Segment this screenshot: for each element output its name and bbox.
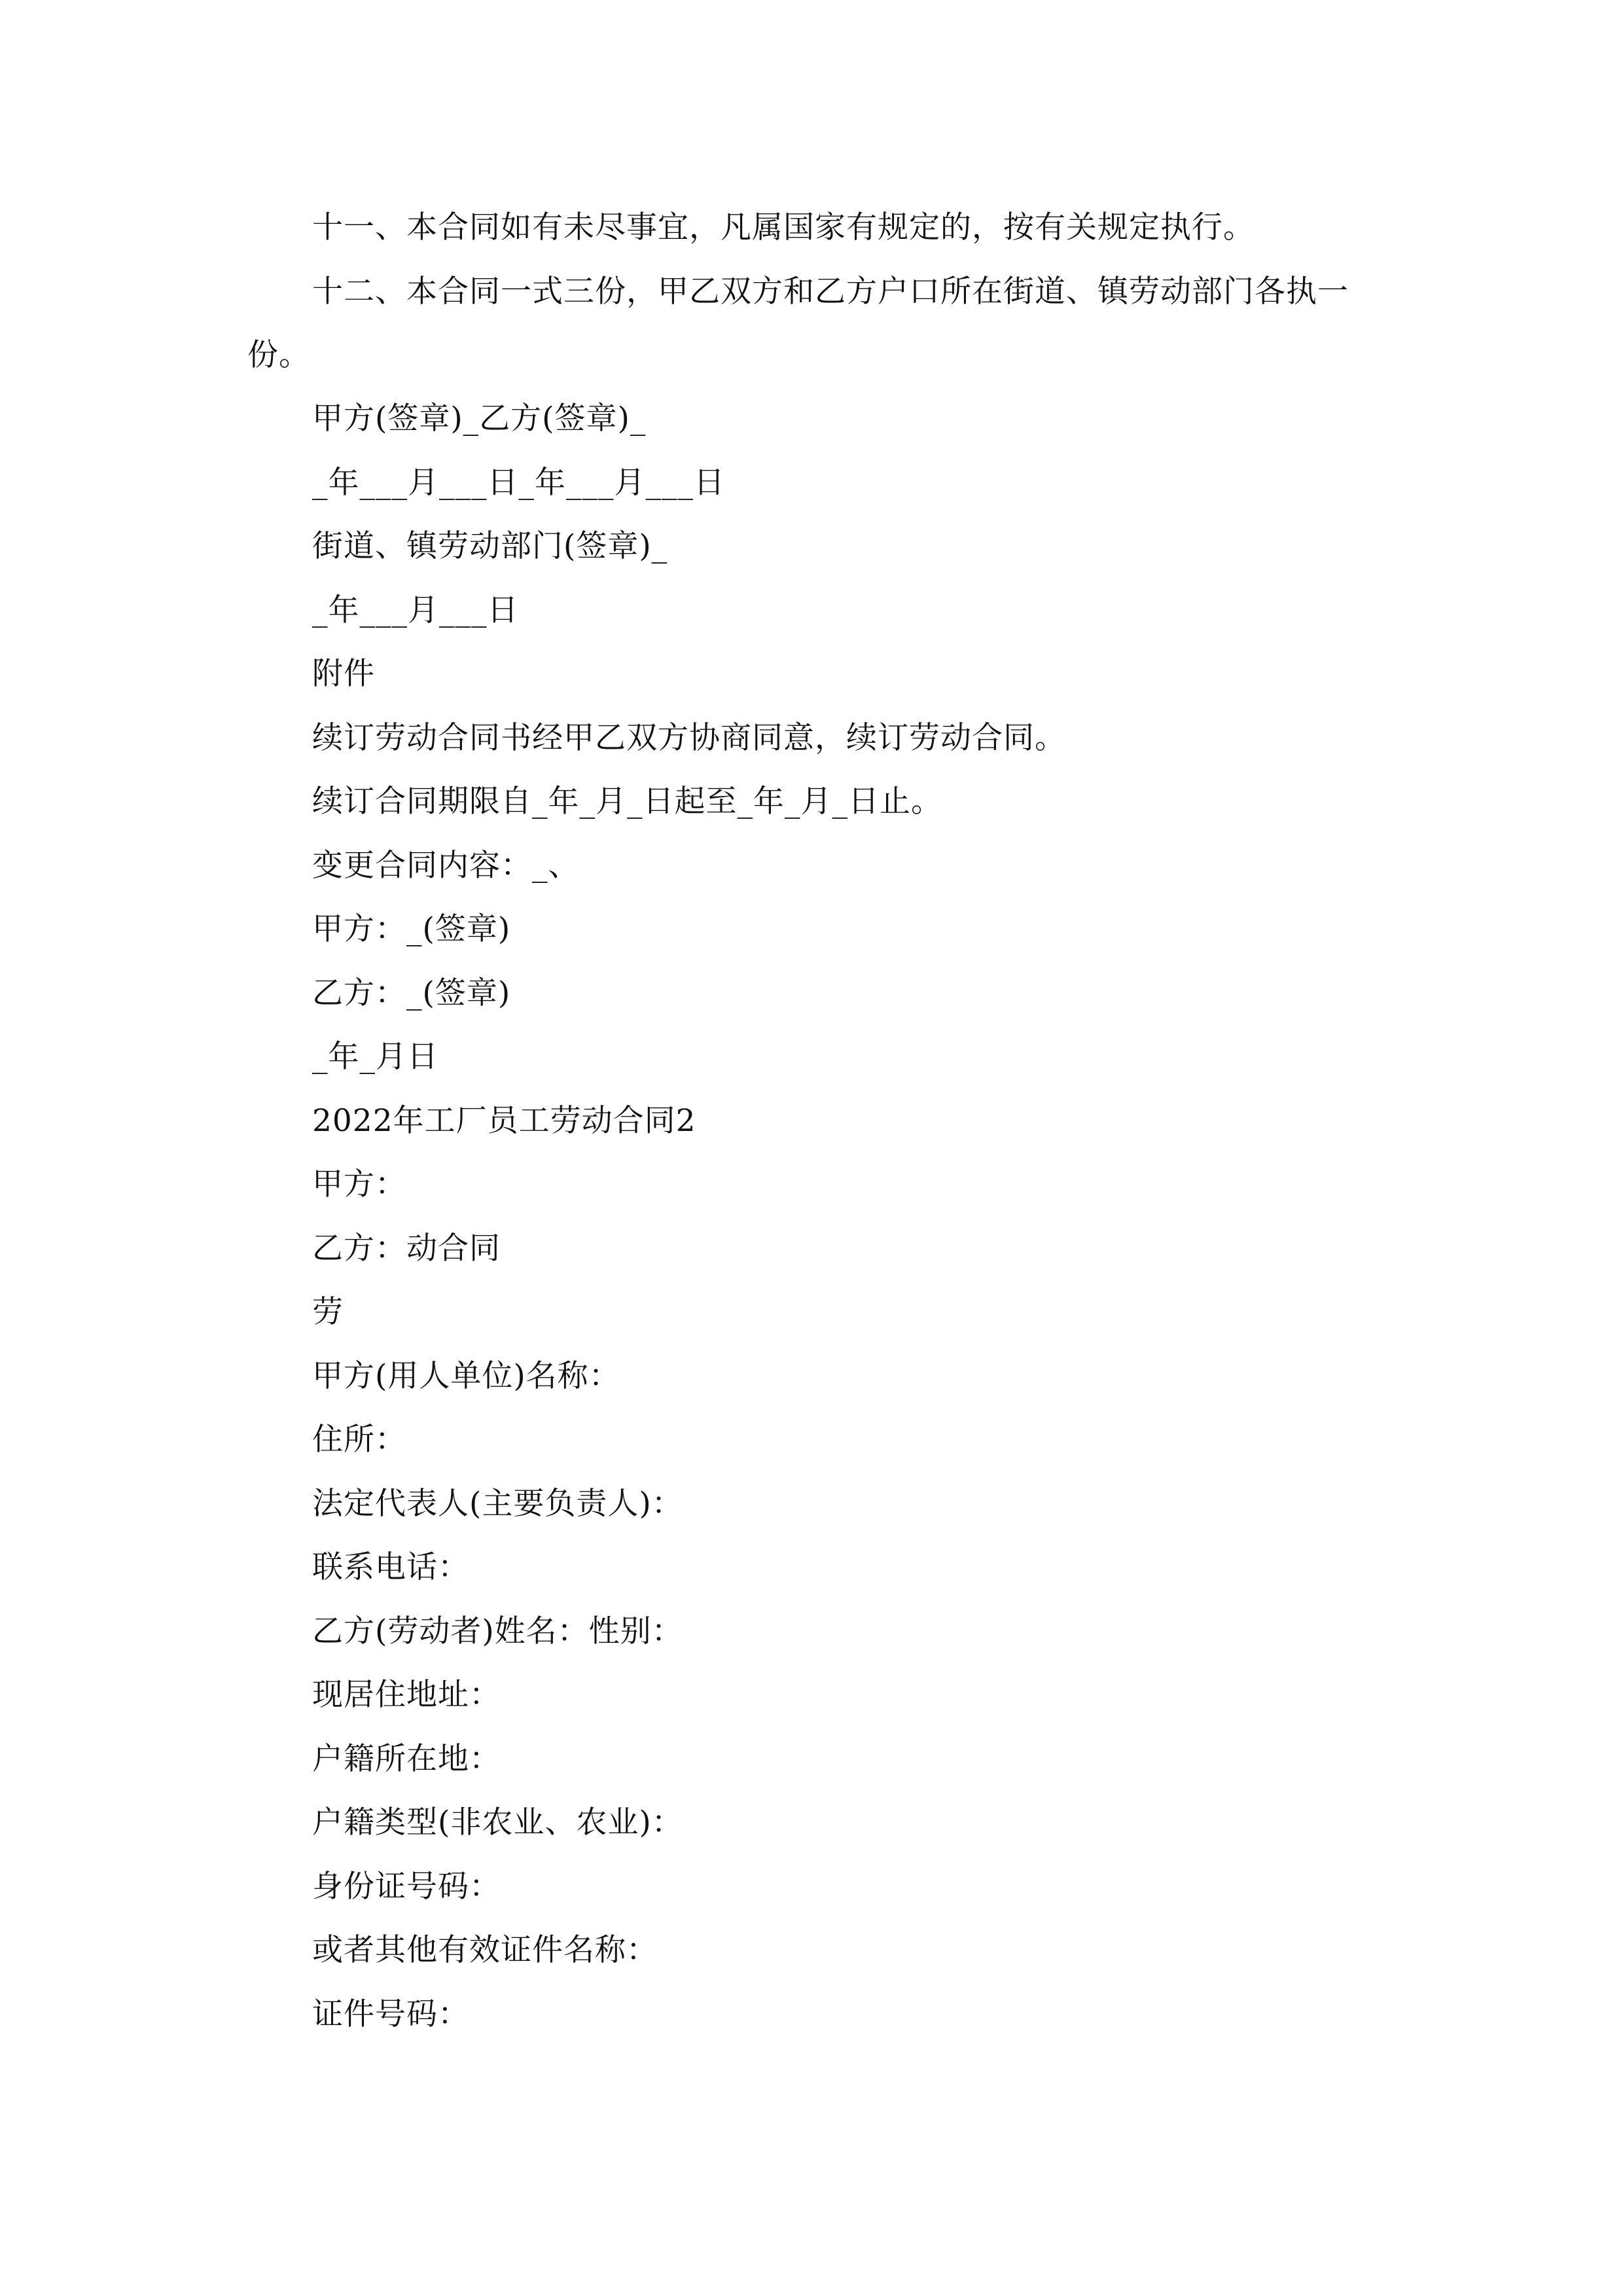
labor-dept-date-line: _年___月___日 (312, 592, 519, 628)
clause-11: 十一、本合同如有未尽事宜，凡属国家有规定的，按有关规定执行。 (312, 209, 1255, 245)
signature-party-line: 甲方(签章)_乙方(签章)_ (312, 401, 647, 437)
id-number-field: 身份证号码： (312, 1869, 501, 1905)
stray-character-line: 劳 (312, 1294, 344, 1330)
party-a-label: 甲方： (312, 1166, 406, 1202)
employer-name-field: 甲方(用人单位)名称： (312, 1358, 620, 1394)
household-registration-field: 户籍所在地： (312, 1741, 501, 1777)
certificate-number-field: 证件号码： (312, 1996, 469, 2032)
employer-address-field: 住所： (312, 1422, 406, 1458)
renewal-statement: 续订劳动合同书经甲乙双方协商同意，续订劳动合同。 (312, 720, 1066, 756)
attachment-heading: 附件 (312, 656, 375, 692)
contact-phone-field: 联系电话： (312, 1549, 469, 1585)
employee-name-gender-field: 乙方(劳动者)姓名：性别： (312, 1613, 683, 1649)
contract-title: 2022年工厂员工劳动合同2 (312, 1103, 696, 1139)
labor-dept-signature-line: 街道、镇劳动部门(签章)_ (312, 528, 668, 564)
change-content-line: 变更合同内容：_、 (312, 848, 580, 884)
attachment-date-line: _年_月日 (312, 1039, 438, 1075)
party-a-sign-line: 甲方：_(签章) (312, 911, 511, 947)
clause-12: 十二、本合同一式三份，甲乙双方和乙方户口所在街道、镇劳动部门各执一 (312, 274, 1349, 310)
party-b-label: 乙方：动合同 (312, 1230, 501, 1266)
renewal-term-line: 续订合同期限自_年_月_日起至_年_月_日止。 (312, 783, 942, 819)
legal-representative-field: 法定代表人(主要负责人)： (312, 1486, 683, 1522)
current-address-field: 现居住地址： (312, 1677, 501, 1713)
household-type-field: 户籍类型(非农业、农业)： (312, 1804, 683, 1840)
signature-date-line: _年___月___日_年___月___日 (312, 465, 725, 501)
clause-12-continued: 份。 (247, 337, 310, 373)
other-id-name-field: 或者其他有效证件名称： (312, 1932, 658, 1968)
party-b-sign-line: 乙方：_(签章) (312, 975, 511, 1011)
